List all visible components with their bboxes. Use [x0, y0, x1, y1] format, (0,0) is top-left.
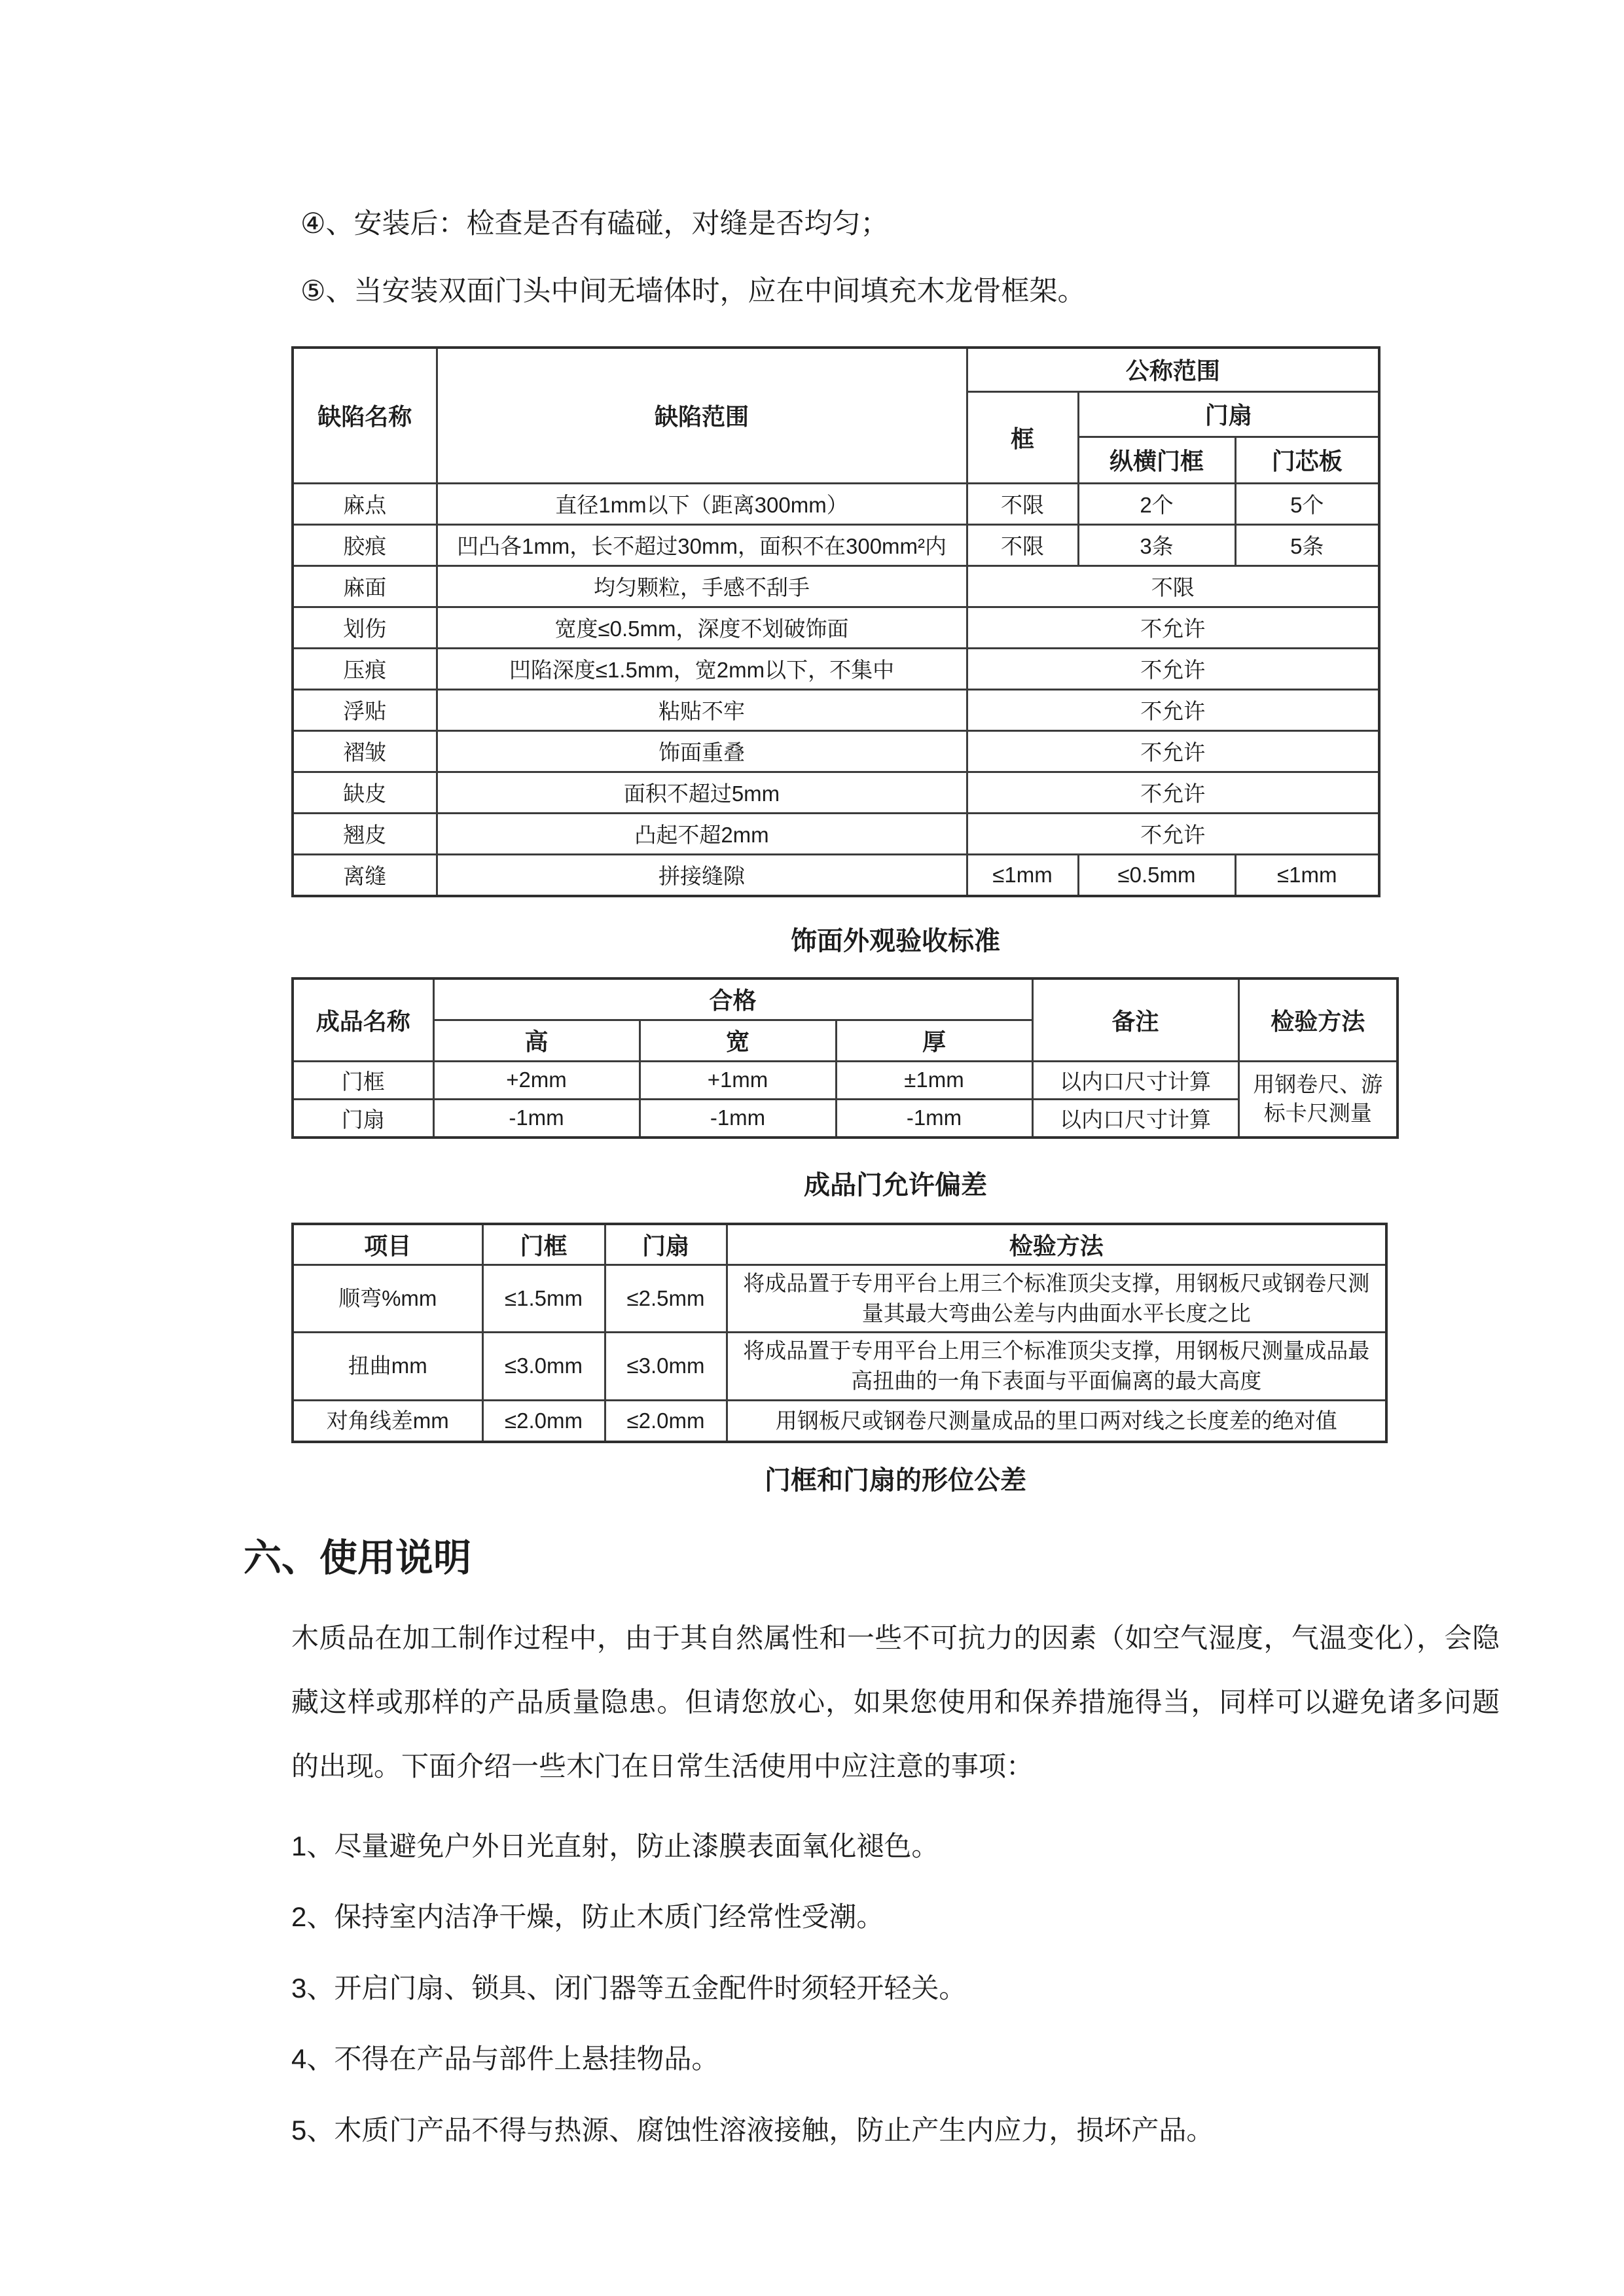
width-cell: +1mm [640, 1061, 836, 1099]
finish-table-caption: 饰面外观验收标准 [791, 926, 1000, 956]
usage-item-5: 5、木质门产品不得与热源、腐蚀性溶液接触，防止产生内应力，损坏产品。 [291, 2114, 1214, 2145]
core-value-cell: ≤1mm [1235, 854, 1379, 896]
defect-name-cell: 胶痕 [293, 524, 437, 565]
defect-name-cell: 麻点 [293, 483, 437, 524]
usage-intro-paragraph: 木质品在加工制作过程中，由于其自然属性和一些不可抗力的因素（如空气湿度，气温变化），会隐藏这样或那样的产品质量隐患。但请您放心，如果您使用和保养措施得当，同样可以避免诸多问题的出现。下面介绍一些木门在日常生活使用中应注意的事项： [291, 1623, 1500, 1782]
defect-range-cell: 拼接缝隙 [437, 854, 967, 896]
defect-range-cell: 凹陷深度≤1.5mm，宽2mm以下，不集中 [437, 648, 967, 689]
table-row [293, 524, 1379, 565]
defect-name-cell: 缺皮 [293, 772, 437, 813]
remark-cell: 以内口尺寸计算 [1032, 1061, 1238, 1099]
table-header-row [293, 348, 1379, 392]
merged-value-cell: 不允许 [967, 730, 1379, 772]
usage-item-4: 4、不得在产品与部件上悬挂物品。 [291, 2043, 719, 2075]
table-header-row [293, 978, 1398, 1020]
finished-door-deviation-table [291, 977, 1399, 1139]
merged-value-cell: 不允许 [967, 689, 1379, 730]
table-row [293, 607, 1379, 648]
header-nominal-range: 公称范围 [967, 348, 1379, 392]
thickness-cell: -1mm [836, 1099, 1032, 1138]
table-row [293, 483, 1379, 524]
header-defect-range: 缺陷范围 [437, 348, 967, 484]
item-cell: 对角线差mm [293, 1400, 482, 1442]
table-row [293, 854, 1379, 896]
table-row [293, 1265, 1386, 1332]
merged-value-cell: 不允许 [967, 772, 1379, 813]
header-product-name: 成品名称 [293, 978, 433, 1062]
table-row [293, 689, 1379, 730]
leaf-value-cell: ≤3.0mm [605, 1333, 727, 1400]
install-note-5: ⑤、当安装双面门头中间无墙体时，应在中间填充木龙骨框架。 [300, 276, 1086, 308]
defect-name-cell: 麻面 [293, 565, 437, 607]
defect-range-cell: 凸起不超2mm [437, 813, 967, 854]
method-cell: 将成品置于专用平台上用三个标准顶尖支撑，用钢板尺测量成品最高扭曲的一角下表面与平面偏离的最大高度 [727, 1333, 1386, 1400]
product-name-cell: 门框 [293, 1061, 433, 1099]
header-door-leaf: 门扇 [1078, 391, 1379, 437]
merged-value-cell: 不允许 [967, 648, 1379, 689]
section-heading-usage: 六、使用说明 [244, 1536, 472, 1579]
defect-name-cell: 褶皱 [293, 730, 437, 772]
remark-cell: 以内口尺寸计算 [1032, 1099, 1238, 1138]
thickness-cell: ±1mm [836, 1061, 1032, 1099]
document-content [244, 208, 1500, 2147]
defect-range-cell: 面积不超过5mm [437, 772, 967, 813]
header-width: 宽 [640, 1020, 836, 1061]
table-row [293, 1061, 1398, 1099]
frame-value-cell: ≤2.0mm [482, 1400, 605, 1442]
leaf-value-cell: ≤2.0mm [605, 1400, 727, 1442]
header-door-frame: 门框 [482, 1224, 605, 1265]
header-door-leaf: 门扇 [605, 1224, 727, 1265]
header-item: 项目 [293, 1224, 482, 1265]
header-defect-name: 缺陷名称 [293, 348, 437, 484]
merged-value-cell: 不限 [967, 565, 1379, 607]
header-height: 高 [433, 1020, 640, 1061]
table-row [293, 1333, 1386, 1400]
frame-value-cell: ≤1.5mm [482, 1265, 605, 1332]
header-remark: 备注 [1032, 978, 1238, 1062]
table-row [293, 730, 1379, 772]
table-row [293, 1400, 1386, 1442]
frame-value-cell: ≤3.0mm [482, 1333, 605, 1400]
frame-value-cell: ≤1mm [967, 854, 1078, 896]
defect-name-cell: 划伤 [293, 607, 437, 648]
method-cell: 将成品置于专用平台上用三个标准顶尖支撑，用钢板尺或钢卷尺测量其最大弯曲公差与内曲面水平长度之比 [727, 1265, 1386, 1332]
item-cell: 扭曲mm [293, 1333, 482, 1400]
defect-range-cell: 粘贴不牢 [437, 689, 967, 730]
header-method: 检验方法 [1238, 978, 1398, 1062]
method-cell: 用钢板尺或钢卷尺测量成品的里口两对线之长度差的绝对值 [727, 1400, 1386, 1442]
usage-item-3: 3、开启门扇、锁具、闭门器等五金配件时须轻开轻关。 [291, 1972, 967, 2003]
header-core-panel: 门芯板 [1235, 437, 1379, 483]
header-thickness: 厚 [836, 1020, 1032, 1061]
height-cell: -1mm [433, 1099, 640, 1138]
defect-name-cell: 浮贴 [293, 689, 437, 730]
item-cell: 顺弯%mm [293, 1265, 482, 1332]
defect-name-cell: 压痕 [293, 648, 437, 689]
frame-value-cell: 不限 [967, 483, 1078, 524]
defect-range-cell: 宽度≤0.5mm，深度不划破饰面 [437, 607, 967, 648]
core-value-cell: 5个 [1235, 483, 1379, 524]
finish-appearance-table [291, 346, 1380, 897]
usage-item-1: 1、尽量避免户外日光直射，防止漆膜表面氧化褪色。 [291, 1831, 939, 1861]
stile-value-cell: 3条 [1078, 524, 1235, 565]
table-row [293, 565, 1379, 607]
method-cell: 用钢卷尺、游标卡尺测量 [1238, 1061, 1398, 1138]
table-row [293, 648, 1379, 689]
merged-value-cell: 不允许 [967, 607, 1379, 648]
defect-range-cell: 直径1mm以下（距离300mm） [437, 483, 967, 524]
header-method: 检验方法 [727, 1224, 1386, 1265]
defect-range-cell: 凹凸各1mm，长不超过30mm，面积不在300mm²内 [437, 524, 967, 565]
merged-value-cell: 不允许 [967, 813, 1379, 854]
frame-value-cell: 不限 [967, 524, 1078, 565]
shape-position-tolerance-table [291, 1223, 1388, 1443]
height-cell: +2mm [433, 1061, 640, 1099]
table-row [293, 1099, 1398, 1138]
width-cell: -1mm [640, 1099, 836, 1138]
defect-range-cell: 均匀颗粒，手感不刮手 [437, 565, 967, 607]
stile-value-cell: ≤0.5mm [1078, 854, 1235, 896]
install-note-4: ④、安装后：检查是否有磕碰，对缝是否均匀； [300, 208, 889, 240]
header-stile-frame: 纵横门框 [1078, 437, 1235, 483]
defect-range-cell: 饰面重叠 [437, 730, 967, 772]
leaf-value-cell: ≤2.5mm [605, 1265, 727, 1332]
stile-value-cell: 2个 [1078, 483, 1235, 524]
tolerance-table-caption: 门框和门扇的形位公差 [765, 1465, 1026, 1495]
product-name-cell: 门扇 [293, 1099, 433, 1138]
deviation-table-caption: 成品门允许偏差 [804, 1170, 987, 1200]
table-row [293, 772, 1379, 813]
header-frame: 框 [967, 391, 1078, 483]
table-header-row [293, 1224, 1386, 1265]
defect-name-cell: 翘皮 [293, 813, 437, 854]
usage-item-2: 2、保持室内洁净干燥，防止木质门经常性受潮。 [291, 1901, 884, 1933]
table-row [293, 813, 1379, 854]
core-value-cell: 5条 [1235, 524, 1379, 565]
defect-name-cell: 离缝 [293, 854, 437, 896]
header-pass: 合格 [433, 978, 1032, 1020]
